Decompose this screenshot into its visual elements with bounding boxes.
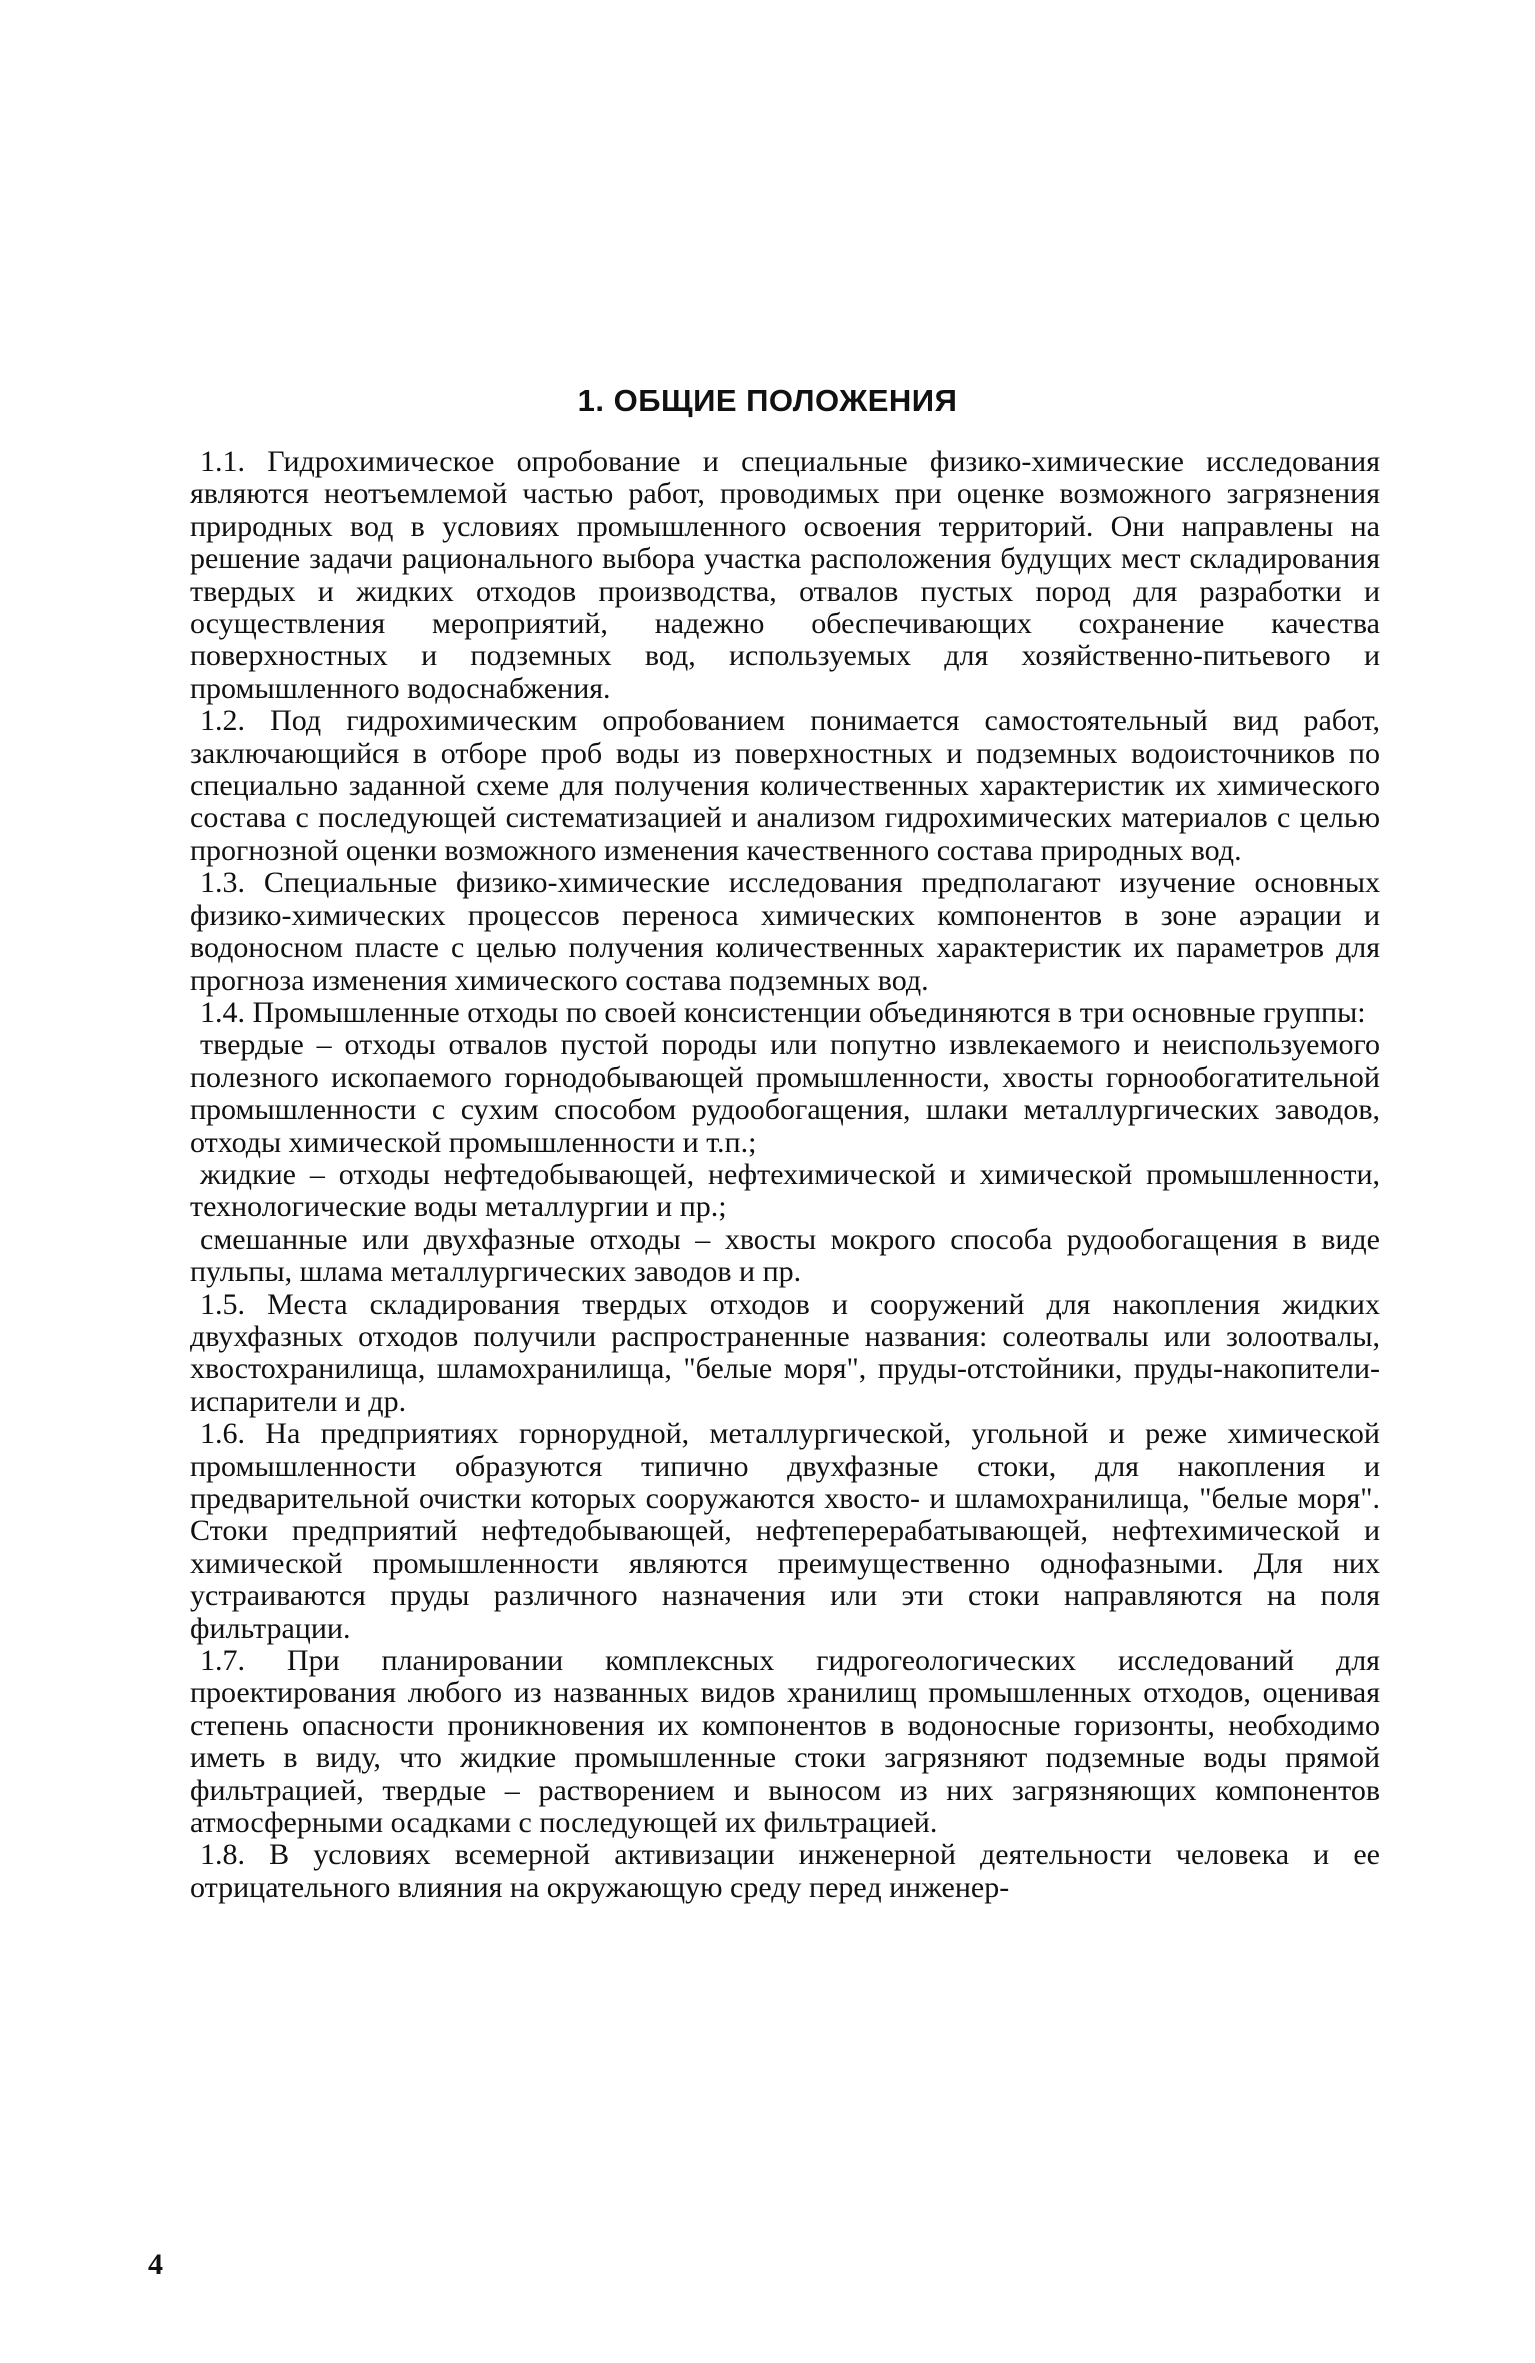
paragraph-number: 1.8.: [200, 1838, 245, 1872]
paragraph-1-3: [190, 867, 1380, 997]
paragraph-1-5: [190, 1289, 1380, 1419]
paragraph-number: 1.2.: [200, 704, 245, 738]
paragraph-number: 1.5.: [200, 1287, 245, 1321]
paragraph-1-4: [190, 997, 1380, 1029]
paragraph-text: Гидрохимическое опробование и специальные физико-химические исследования являются неотъемлемой частью работ, проводимых при оценке возможного загрязнения природных вод в условиях промышленного освоения территорий. Они направлены на решение задачи рационального выбора участка расположения будущих мест складирования твердых и жидких отходов производства, отвалов пустых пород для разработки и осуществления мероприятий, надежно обеспечивающих сохранение качества поверхностных и подземных вод, используемых для хозяйственно-питьевого и промышленного водоснабжения.: [190, 445, 1380, 705]
body-text: [190, 446, 1380, 1904]
paragraph-number: 1.4.: [200, 995, 245, 1029]
waste-group-mixed: [190, 1224, 1380, 1289]
paragraph-text: смешанные или двухфазные отходы – хвосты мокрого способа рудообогащения в виде пульпы, шлама металлургических заводов и пр.: [190, 1222, 1380, 1289]
paragraph-number: 1.7.: [200, 1644, 245, 1678]
paragraph-text: При планировании комплексных гидрогеологических исследований для проектирования любого из названных видов хранилищ промышленных отходов, оценивая степень опасности проникновения их компонентов в водоносные горизонты, необходимо иметь в виду, что жидкие промышленные стоки загрязняют подземные воды прямой фильтрацией, твердые – растворением и выносом из них загрязняющих компонентов атмосферными осадками с последующей их фильтрацией.: [190, 1644, 1380, 1840]
paragraph-number: 1.6.: [200, 1417, 245, 1451]
waste-group-liquid: [190, 1159, 1380, 1224]
paragraph-number: 1.3.: [200, 866, 245, 900]
paragraph-1-1: [190, 446, 1380, 705]
paragraph-text: Под гидрохимическим опробованием понимается самостоятельный вид работ, заключающийся в отборе проб воды из поверхностных и подземных водоисточников по специально заданной схеме для получения количественных характеристик их химического состава с последующей систематизацией и анализом гидрохимических материалов с целью прогнозной оценки возможного изменения качественного состава природных вод.: [190, 704, 1380, 867]
waste-group-solid: [190, 1029, 1380, 1159]
paragraph-text: твердые – отходы отвалов пустой породы или попутно извлекаемого и неиспользуемого полезного ископаемого горнодобывающей промышленности, хвосты горнообогатительной промышленности с сухим способом рудообогащения, шлаки металлургических заводов, отходы химической промышленности и т.п.;: [190, 1028, 1380, 1159]
page-number: 4: [148, 2248, 163, 2281]
paragraph-1-8: [190, 1839, 1380, 1904]
paragraph-1-6: [190, 1418, 1380, 1645]
paragraph-text: жидкие – отходы нефтедобывающей, нефтехимической и химической промышленности, технологические воды металлургии и пр.;: [190, 1157, 1380, 1224]
paragraph-text: Промышленные отходы по своей консистенции объединяются в три основные группы:: [245, 995, 1366, 1029]
section-heading: 1. ОБЩИЕ ПОЛОЖЕНИЯ: [577, 383, 958, 418]
paragraph-1-2: [190, 705, 1380, 867]
paragraph-text: На предприятиях горнорудной, металлургической, угольной и реже химической промышленности образуются типично двухфазные стоки, для накопления и предварительной очистки которых сооружаются хвосто- и шламохранилища, "белые моря". Стоки предприятий нефтедобывающей, нефтеперерабатывающей, нефтехимической и химической промышленности являются преимущественно однофазными. Для них устраиваются пруды различного назначения или эти стоки направляются на поля фильтрации.: [190, 1417, 1380, 1645]
paragraph-number: 1.1.: [200, 445, 245, 478]
paragraph-text: В условиях всемерной активизации инженерной деятельности человека и ее отрицательного влияния на окружающую среду перед инженер-: [190, 1838, 1380, 1904]
paragraph-1-7: [190, 1645, 1380, 1839]
paragraph-text: Места складирования твердых отходов и сооружений для накопления жидких двухфазных отходов получили распространенные названия: солеотвалы или золоотвалы, хвостохранилища, шламохранилища, "белые моря", пруды-отстойники, пруды-накопители-испарители и др.: [190, 1287, 1380, 1418]
paragraph-text: Специальные физико-химические исследования предполагают изучение основных физико-химических процессов переноса химических компонентов в зоне аэрации и водоносном пласте с целью получения количественных характеристик их параметров для прогноза изменения химического состава подземных вод.: [190, 866, 1380, 997]
